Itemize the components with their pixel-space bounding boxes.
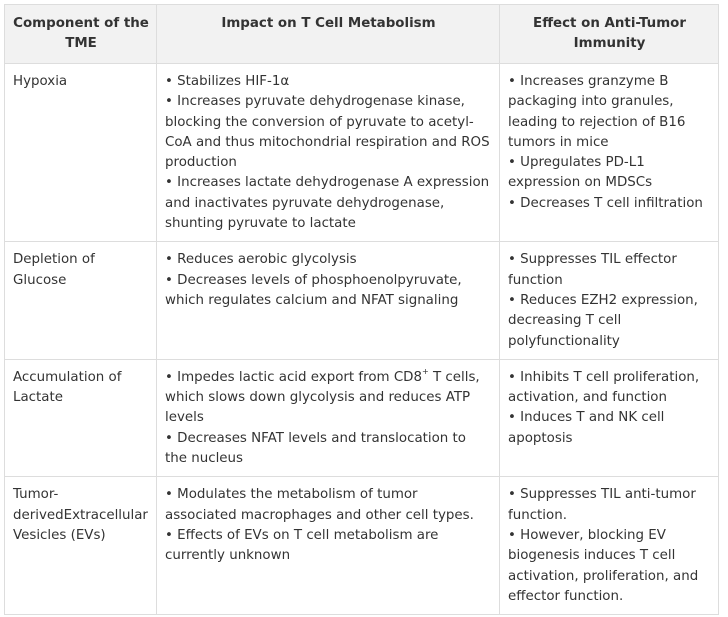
impact-bullet: • Decreases levels of phosphoenolpyruvate, which regulates calcium and NFAT signaling	[165, 272, 462, 308]
effect-bullet: • Suppresses TIL effector function	[508, 252, 677, 288]
impact-bullet: • Reduces aerobic glycolysis	[165, 252, 357, 268]
component-cell: Tumor-derivedExtracellular Vesicles (EVs)	[5, 477, 157, 615]
header-effect: Effect on Anti-Tumor Immunity	[500, 5, 719, 64]
component-cell: Accumulation of Lactate	[5, 359, 157, 476]
impact-bullet: • Increases lactate dehydrogenase A expression and inactivates pyruvate dehydrogenase, shunting pyruvate to lactate	[165, 175, 490, 232]
impact-bullet: • Effects of EVs on T cell metabolism are currently unknown	[165, 527, 439, 564]
effect-bullet: • Upregulates PD-L1 expression on MDSCs	[508, 155, 653, 191]
effect-bullet: • However, blocking EV biogenesis induces T cell activation, proliferation, and effector function.	[508, 527, 699, 604]
impact-cell	[157, 477, 500, 615]
impact-bullet: • Decreases NFAT levels and translocation to the nucleus	[165, 430, 466, 467]
table-row	[5, 242, 719, 359]
effect-cell	[500, 242, 719, 359]
effect-bullet: • Inhibits T cell proliferation, activation, and function	[508, 369, 700, 406]
effect-cell	[500, 64, 719, 242]
impact-bullet	[165, 368, 492, 429]
impact-bullet: • Modulates the metabolism of tumor associated macrophages and other cell types.	[165, 487, 474, 523]
impact-text-pre: • Impedes lactic acid export from CD8	[165, 369, 423, 385]
impact-cell	[157, 359, 500, 476]
effect-bullet: • Decreases T cell infiltration	[508, 195, 703, 211]
superscript-plus: +	[422, 367, 429, 377]
component-cell: Hypoxia	[5, 64, 157, 242]
impact-cell	[157, 64, 500, 242]
effect-cell	[500, 359, 719, 476]
impact-bullet: • Increases pyruvate dehydrogenase kinase, blocking the conversion of pyruvate to acetyl-CoA and thus mitochondrial respiration and ROS production	[165, 94, 490, 171]
effect-bullet: • Increases granzyme B packaging into granules, leading to rejection of B16 tumors in mice	[508, 74, 686, 150]
tme-table	[4, 4, 719, 615]
table-row	[5, 359, 719, 476]
header-impact: Impact on T Cell Metabolism	[157, 5, 500, 64]
effect-bullet: • Induces T and NK cell apoptosis	[508, 410, 665, 446]
effect-cell	[500, 477, 719, 615]
component-cell: Depletion of Glucose	[5, 242, 157, 359]
impact-cell	[157, 242, 500, 359]
header-component: Component of the TME	[5, 5, 157, 64]
impact-text-post: T cells, which slows down glycolysis and reduces ATP levels	[165, 369, 480, 426]
effect-bullet: • Suppresses TIL anti-tumor function.	[508, 487, 696, 523]
table-row	[5, 64, 719, 242]
impact-bullet: • Stabilizes HIF-1α	[165, 74, 290, 89]
effect-bullet: • Reduces EZH2 expression, decreasing T cell polyfunctionality	[508, 292, 698, 349]
table-row	[5, 477, 719, 615]
header-row	[5, 5, 719, 64]
